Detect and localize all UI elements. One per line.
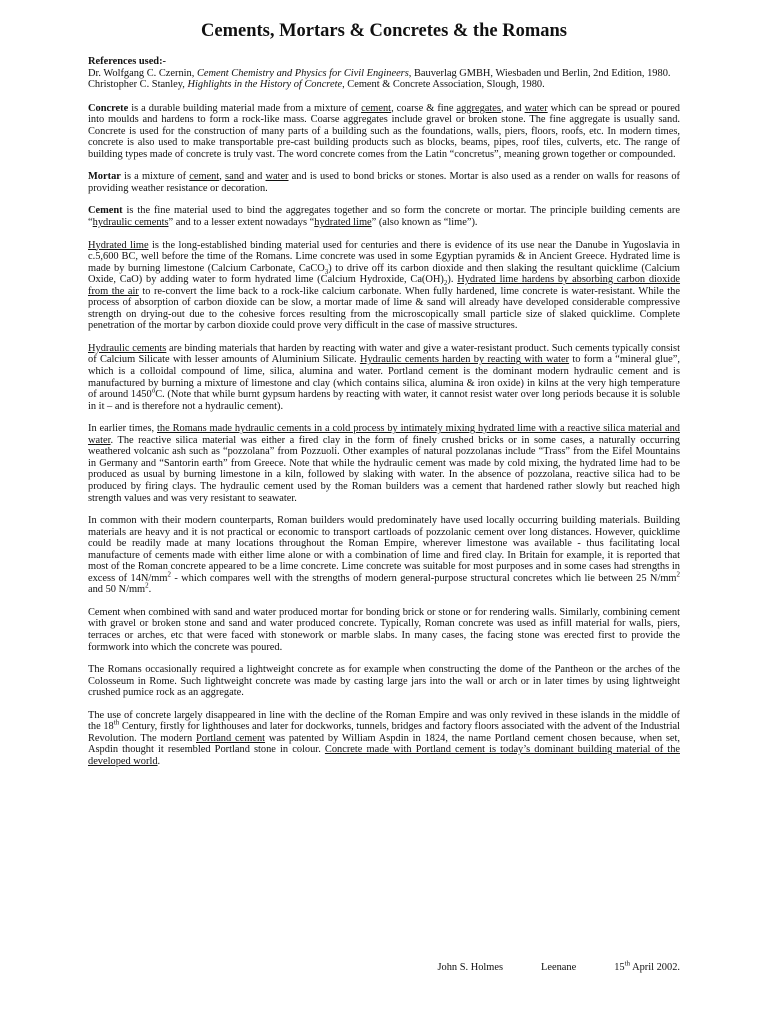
paragraph-hydraulic-cements: Hydraulic cements are binding materials that harden by reacting with water and give a water-resistant product. Such cements typically consist of Calcium Silicate with lesser amounts of Aluminium Silicate. Hydraulic cements harden by reacting with water to form a “mineral glue”, which is a colloidal compound of lime, silica, alumina and water. Portland cement is the dominant modern hydraulic cement and is manufactured by burning a mixture of limestone and clay (which contains silica, alumina & iron oxide) in kilns at the very high temperature of around 1450$^o$C. (Note that while burnt gypsum hardens by reacting with water, it cannot resist water over long periods because it is soluble in it – and is therefore not a hydraulic cement). [88, 342, 680, 412]
paragraph-roman-cements: In earlier times, the Romans made hydraulic cements in a cold process by intimately mixing hydrated lime with a reactive silica material and water. The reactive silica material was either a fired clay in the form of finely crushed bricks or in some cases, a naturally occurring weathered volcanic ash such as “pozzolana” from Pozzuoli. Other examples of natural pozzolanas include “Trass” from the Eifel Mountains in Germany and “Santorin earth” from Greece. Note that while the hydraulic cement was made by cold mixing, the hydrated lime had to be produced as usual by burning limestone in a kiln, followed by slaking with water. In the absence of pozzolana, reactive silica had to be produced by firing clays. The hydraulic cement used by the Roman builders was a cement that hardened rather slowly but reached high strength values and was very resistant to seawater. [88, 423, 680, 504]
paragraph-concrete: Concrete is a durable building material made from a mixture of cement, coarse & fine aggregates, and water which can be spread or poured into moulds and hardens to form a rock-like mass. Coarse aggregates include gravel or broken stone. The fine aggregate is usually sand. Concrete is used for the construction of many parts of a building such as the foundations, walls, piers, floors, roofs, etc. In modern times, concrete is also used to make transportable pre-cast building products such as blocks, beams, pipes, roof tiles, culverts, etc. The range of building types made of concrete is truly vast. The word concrete comes from the Latin “concretus”, meaning grown together or compounded. [88, 102, 681, 160]
paragraph-cement: Cement is the fine material used to bind the aggregates together and so form the concrete or mortar. The principle building cements are “hydraulic cements” and to a lesser extent nowadays “hydrated lime” (also known as “lime”). [88, 205, 680, 229]
paragraph-mortar: Mortar is a mixture of cement, sand and water and is used to bond bricks or stones. Mortar is also used as a render on walls for reasons of providing weather resistance or decoration. [88, 171, 680, 194]
references-heading: References used:- [88, 56, 167, 67]
signature-line [88, 959, 680, 973]
signature-author: John S. Holmes [437, 962, 504, 973]
signature-date: 15th April 2002. [614, 959, 680, 973]
reference-1: Dr. Wolfgang C. Czernin, Cement Chemistry and Physics for Civil Engineers, Bauverlag GMBH, Wiesbaden und Berlin, 2nd Edition, 1980. [88, 67, 671, 79]
page-title: Cements, Mortars & Concretes & the Romans [201, 21, 567, 41]
reference-2-title: Highlights in the History of Concrete [187, 79, 343, 91]
paragraph-local-materials: In common with their modern counterparts, Roman builders would predominately have used locally occurring building materials. Building materials are heavy and it is not practical or economic to transport cartloads of pozzolanic cement over long distances. However, quicklime could be readily made at many locations throughout the Roman Empire, wherever limestone was available - thus facilitating local manufacture of cements made with either lime alone or with a combination of lime and fired clay. In Britain for example, it is reported that most of the Roman concrete appeared to be a lime concrete. Lime concrete was suitable for most purposes and in some cases had strengths in excess of $14N/mm^2$ - which compares well with the strengths of modern general-purpose structural concretes which lie between 25 $N/mm^2$ and 50 $N/mm^2$. [88, 515, 680, 596]
signature-place: Leenane [541, 962, 577, 973]
paragraph-lightweight-concrete: The Romans occasionally required a lightweight concrete as for example when constructing the dome of the Pantheon or the arches of the Colosseum in Rome. Such lightweight concrete was made by casting large jars into the wall or arch or in later times by using lightweight crushed pumice rock as an aggregate. [88, 664, 680, 699]
paragraph-hydrated-lime: Hydrated lime is the long-established binding material used for centuries and there is evidence of its use near the Danube in Yugoslavia in c.5,600 BC, well before the time of the Romans. Lime concrete was used in some Egyptian pyramids & in Ancient Greece. Hydrated lime is made by burning limestone (Calcium Carbonate, CaCO$_3$) to drive off its carbon dioxide and then slaking the resultant quicklime (Calcium Oxide, CaO) by adding water to form hydrated lime (Calcium Hydroxide, $Ca(OH)_2$). Hydrated lime hardens by absorbing carbon dioxide from the air to re-convert the lime back to a rock-like calcium carbonate. When fully hardened, lime concrete is water-resistant. While the process of absorption of carbon dioxide can be slow, a mortar made of lime & sand will already have developed considerable compressive strength on drying-out due to the cohesive forces resulting from the microscopically small particle size of slaked quicklime. Complete penetration of the mortar by carbon dioxide could prove very difficult in the case of massive structures. [88, 239, 681, 332]
document-page [88, 20, 680, 778]
reference-2: Christopher C. Stanley, Highlights in the History of Concrete, Cement & Concrete Association, Slough, 1980. [88, 79, 545, 91]
reference-1-title: Cement Chemistry and Physics for Civil Engineers [196, 67, 409, 79]
paragraph-mortar-uses: Cement when combined with sand and water produced mortar for bonding brick or stone or for rendering walls. Similarly, combining cement with gravel or broken stone and sand and water produced concrete. Typically, Roman concrete was used as infill material for walls, piers, terraces or arches, etc that were faced with stonework or marble slabs. In many cases, the facing stone was erected first to provide the formwork into which the concrete was poured. [88, 606, 680, 653]
paragraph-portland-cement: The use of concrete largely disappeared in line with the decline of the Roman Empire and was only revived in these islands in the middle of the 18th Century, firstly for lighthouses and later for dockworks, tunnels, bridges and factory floors associated with the advent of the Industrial Revolution. The modern Portland cement was patented by William Aspdin in 1824, the name Portland cement chosen because, when set, Aspdin thought it resembled Portland stone in colour. Concrete made with Portland cement is today’s dominant building material of the developed world. [88, 709, 680, 767]
references-section [88, 56, 680, 91]
